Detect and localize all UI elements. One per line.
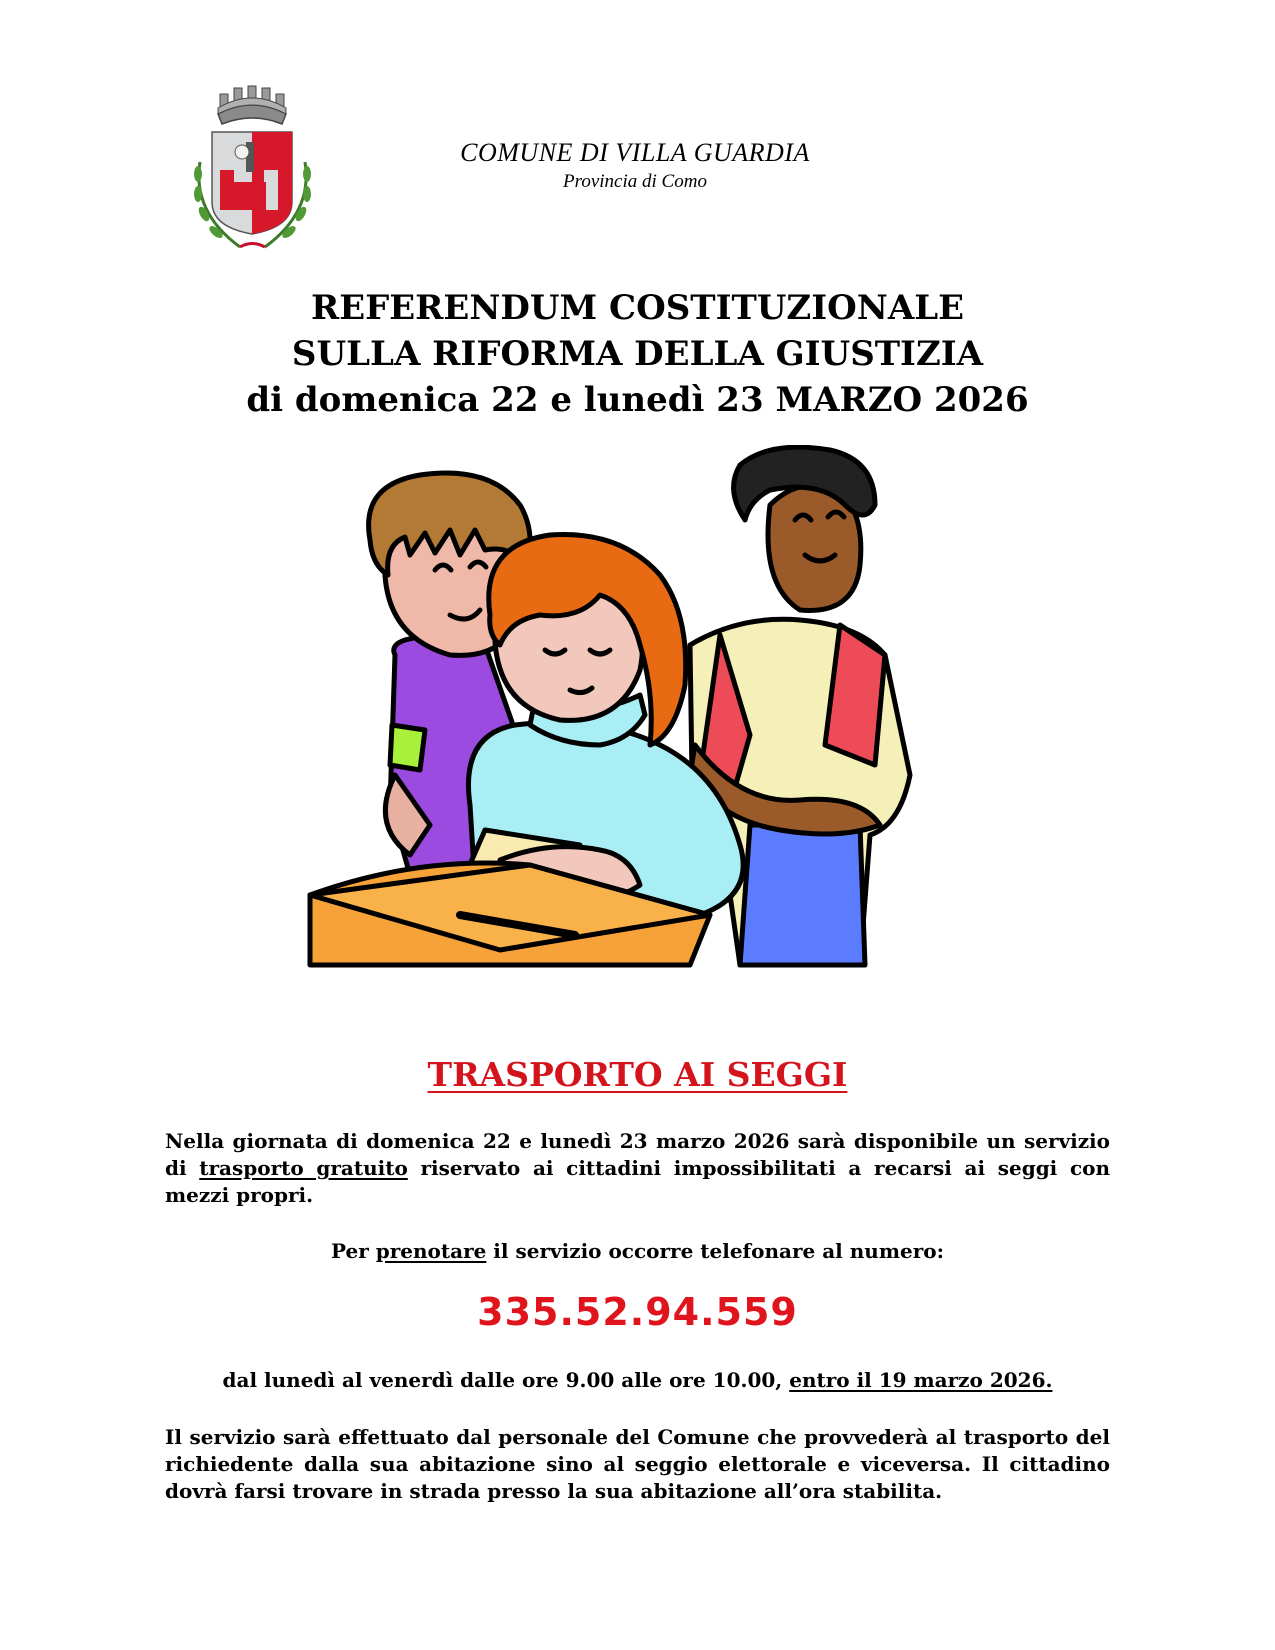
service-description-paragraph	[165, 1128, 1110, 1209]
para1-text-before: Nella giornata di domenica 22 e lunedì 23 marzo 2026 sarà disponibile un servizio di	[165, 1129, 1110, 1180]
municipality-name: COMUNE DI VILLA GUARDIA	[460, 138, 810, 167]
booking-text-before: Per	[331, 1239, 376, 1263]
province-name: Provincia di Como	[563, 171, 707, 192]
deadline-highlight: entro il 19 marzo 2026.	[789, 1368, 1053, 1392]
crown-icon	[218, 86, 286, 124]
section-title-text: TRASPORTO AI SEGGI	[427, 1055, 848, 1094]
title-line-2: SULLA RIFORMA DELLA GIUSTIZIA	[291, 334, 984, 374]
page-title	[0, 285, 1275, 423]
free-transport-highlight: trasporto gratuito	[199, 1156, 408, 1180]
section-title	[0, 1055, 1275, 1094]
hours-text-before: dal lunedì al venerdì dalle ore 9.00 alle ore 10.00,	[222, 1368, 790, 1392]
booking-hours	[0, 1367, 1275, 1394]
title-line-3: di domenica 22 e lunedì 23 MARZO 2026	[246, 380, 1029, 420]
title-line-1: REFERENDUM COSTITUZIONALE	[310, 288, 965, 328]
service-details-paragraph: Il servizio sarà effettuato dal personale del Comune che provvederà al trasporto del richiedente dalla sua abitazione sino al seggio elettorale e viceversa. Il cittadino dovrà farsi trovare in strada presso la sua abitazione all’ora stabilita.	[165, 1425, 1110, 1503]
phone-number: 335.52.94.559	[477, 1290, 798, 1334]
municipal-crest-icon	[190, 82, 315, 257]
voting-illustration	[300, 445, 990, 1005]
booking-instructions	[0, 1238, 1275, 1265]
booking-text-after: il servizio occorre telefonare al numero:	[486, 1239, 944, 1263]
municipality-header	[400, 138, 870, 194]
booking-highlight: prenotare	[375, 1239, 487, 1263]
para1-text-after: riservato ai cittadini impossibilitati a recarsi ai seggi con mezzi propri.	[165, 1156, 1110, 1207]
